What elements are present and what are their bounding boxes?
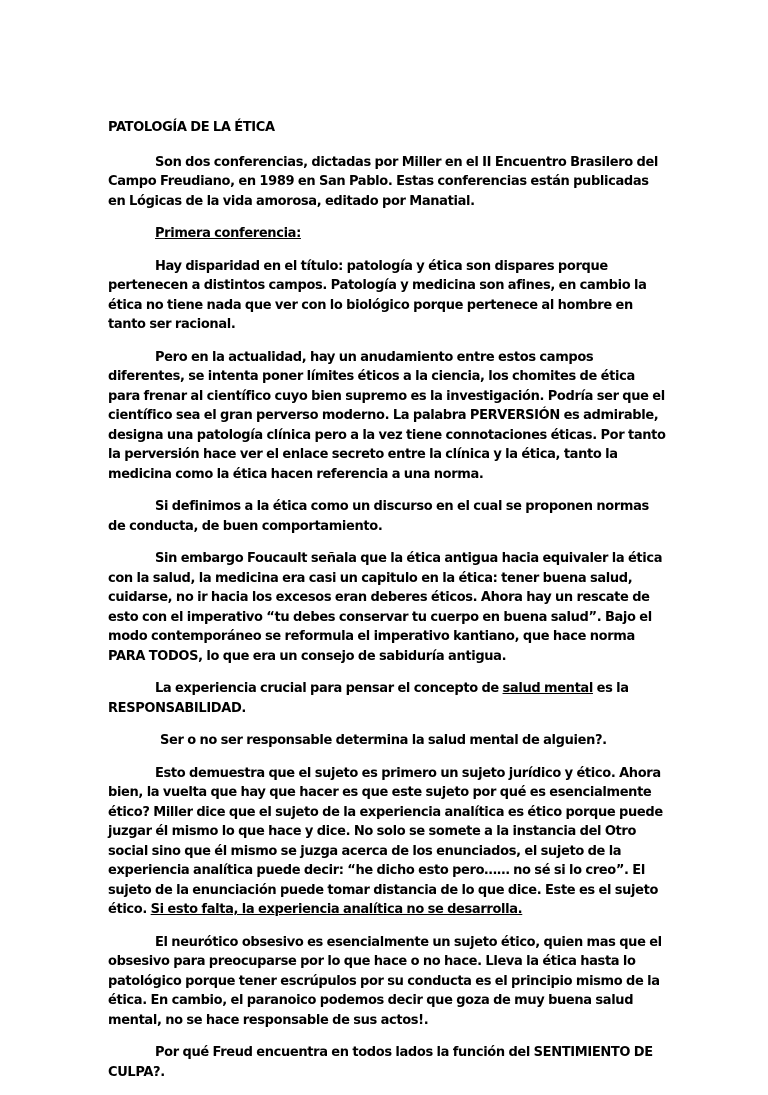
section-heading-text: Primera conferencia: (155, 226, 301, 241)
paragraph-1: Hay disparidad en el título: patología y ética son dispares porque pertenecen a distintos campos. Patología y medicina son afines, en cambio la ética no tiene nada que ver con lo biológico porque pertenece al hombre en tanto ser racional. (108, 258, 647, 332)
document-title: PATOLOGÍA DE LA ÉTICA (108, 120, 275, 135)
paragraph-8: El neurótico obsesivo es esencialmente un sujeto ético, quien mas que el obsesivo para preocuparse por lo que hace o no hace. Lleva la ética hasta lo patológico porque tener escrúpulos por su conducta es el principio mismo de la ética. En cambio, el paranoico podemos decir que goza de muy buena salud mental, no se hace responsable de sus actos!. (108, 934, 662, 1028)
paragraph-7 (108, 764, 668, 920)
section-heading (108, 224, 668, 244)
paragraph-5 (108, 679, 668, 718)
paragraph-3: Si definimos a la ética como un discurso en el cual se proponen normas de conducta, de buen comportamiento. (108, 499, 649, 534)
paragraph-7-text: Esto demuestra que el sujeto es primero un sujeto jurídico y ético. Ahora bien, la vuelta que hay que hacer es que este sujeto por qué es esencialmente ético? Miller dice que el sujeto de la experiencia analítica es ético porque puede juzgar él mismo lo que hace y dice. No solo se somete a la instancia del Otro social sino que él mismo se juzga acerca de los enunciados, el sujeto de la experiencia analítica puede decir: “he dicho esto pero…… no sé si lo creo”. El sujeto de la enunciación puede tomar distancia de lo que dice. Este es el sujeto ético. (108, 765, 663, 917)
paragraph-4: Sin embargo Foucault señala que la ética antigua hacia equivaler la ética con la salud, la medicina era casi un capitulo en la ética: tener buena salud, cuidarse, no ir hacia los excesos eran deberes éticos. Ahora hay un rescate de esto con el imperativo “tu debes conservar tu cuerpo en buena salud”. Bajo el modo contemporáneo se reformula el imperativo kantiano, que hace norma PARA TODOS, lo que era un consejo de sabiduría antigua. (108, 551, 663, 664)
paragraph-2: Pero en la actualidad, hay un anudamiento entre estos campos diferentes, se intenta poner límites éticos a la ciencia, los chomites de ética para frenar al científico cuyo bien supremo es la investigación. Podría ser que el científico sea el gran perverso moderno. La palabra PERVERSIÓN es admirable, designa una patología clínica pero a la vez tiene connotaciones éticas. Por tanto la perversión hace ver el enlace secreto entre la clínica y la ética, tanto la medicina como la ética hacen referencia a una norma. (108, 349, 666, 482)
paragraph-5-end: es la RESPONSABILIDAD. (108, 681, 629, 716)
paragraph-5-start: La experiencia crucial para pensar el concepto de (155, 681, 503, 696)
paragraph-7-underlined: Si esto falta, la experiencia analítica no se desarrolla. (150, 902, 523, 917)
intro-paragraph: Son dos conferencias, dictadas por Miller en el II Encuentro Brasilero del Campo Freudiano, en 1989 en San Pablo. Estas conferencias están publicadas en Lógicas de la vida amorosa, editado por Manatial. (108, 154, 659, 209)
salud-mental-underlined: salud mental (502, 681, 593, 696)
paragraph-9: Por qué Freud encuentra en todos lados la función del SENTIMIENTO DE CULPA?. (108, 1045, 653, 1080)
document-body (108, 118, 668, 1095)
paragraph-6: Ser o no ser responsable determina la salud mental de alguien?. (160, 733, 607, 748)
